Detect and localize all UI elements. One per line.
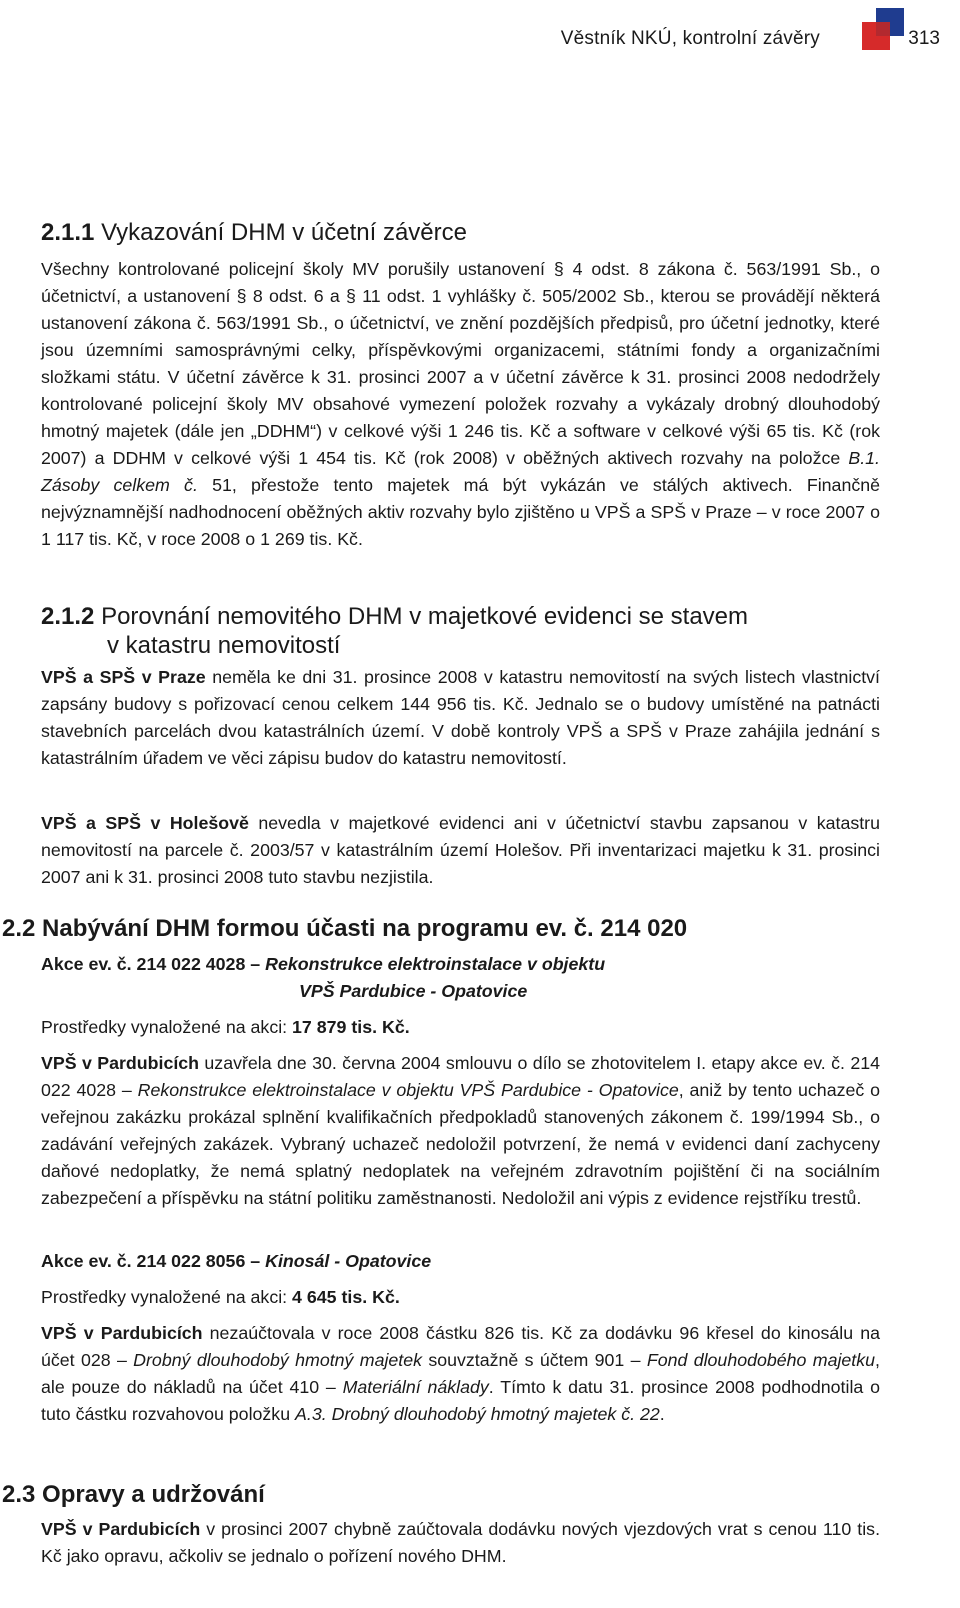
paragraph-italic: A.3. Drobný dlouhodobý hmotný majetek č. 22 — [295, 1404, 660, 1424]
akce-2-heading — [41, 1248, 880, 1275]
section-title: Vykazování DHM v účetní závěrce — [101, 219, 467, 246]
section-number: 2.3 — [2, 1481, 36, 1508]
school-name: VPŠ a SPŠ v Praze — [41, 667, 206, 687]
paragraph-text: . Tímto k datu 31. prosince 2008 podhodnotila o tuto částku rozvahovou položku — [41, 1377, 880, 1424]
paragraph-text: nezaúčtovala v roce 2008 částku 826 tis. Kč za dodávku 96 křesel do kinosálu na účet 028 – — [41, 1323, 881, 1370]
section-title-line1: Porovnání nemovitého DHM v majetkové evidenci se stavem — [101, 603, 749, 630]
akce-name: Kinosál - Opatovice — [265, 1251, 432, 1271]
akce-name-line1: Rekonstrukce elektroinstalace v objektu — [265, 954, 606, 974]
school-name: VPŠ v Pardubicích — [41, 1323, 203, 1343]
school-name: VPŠ v Pardubicích — [41, 1053, 200, 1073]
paragraph-text: souvztažně s účtem 901 – — [422, 1350, 647, 1370]
school-name: VPŠ a SPŠ v Holešově — [41, 813, 249, 833]
nku-logo-icon — [862, 8, 904, 50]
akce-name-line2: VPŠ Pardubice - Opatovice — [299, 981, 528, 1001]
funds-value: 4 645 tis. Kč. — [292, 1287, 400, 1307]
section-number: 2.1.1 — [41, 219, 95, 246]
paragraph-praha — [41, 664, 880, 772]
paragraph-vykazovani — [41, 256, 880, 553]
funds-label: Prostředky vynaložené na akci: — [41, 1017, 293, 1037]
section-title: Opravy a udržování — [42, 1481, 265, 1508]
paragraph-text: nevedla v majetkové evidenci ani v účetnictví stavbu zapsanou v katastru nemovitostí na parcele č. 2003/57 v katastrálním území Holešov. Při inventarizaci majetku k 31. prosinci 2007 ani k 31. prosinci 2008 tuto stavbu nezjistila. — [41, 813, 880, 887]
paragraph-text-end: , přestože tento majetek má být vykázán ve stálých aktivech. Finančně nejvýznamnější nadhodnocení oběžných aktiv rozvahy bylo zjištěno u VPŠ a SPŠ v Praze – v roce 2007 o 1 117 tis. Kč, v roce 2008 o 1 269 tis. Kč. — [41, 475, 881, 549]
section-number: 2.2 — [2, 915, 36, 942]
paragraph-text: Všechny kontrolované policejní školy MV porušily ustanovení § 4 odst. 8 zákona č. 563/1991 Sb., o účetnictví, a ustanovení § 8 odst. 6 a § 11 odst. 1 vyhlášky č. 505/2002 Sb., kterou se provádějí některá ustanovení zákona č. 563/1991 Sb., o účetnictví, ve znění pozdějších předpisů, pro účetní jednotky, které jsou územními samosprávnými celky, příspěvkovými organizacemi, státními fondy a organizačními složkami státu. V účetní závěrce k 31. prosinci 2007 a v účetní závěrce k 31. prosinci 2008 nedodržely kontrolované policejní školy MV obsahové vymezení položek rozvahy a vykázaly drobný dlouhodobý hmotný majetek (dále jen „DDHM“) v celkové výši 1 246 tis. Kč a software v celkové výši 65 tis. Kč (rok 2007) a DDHM v celkové výši 1 454 tis. Kč (rok 2008) v oběžných aktivech rozvahy na položce — [41, 259, 880, 468]
logo-overlap — [876, 22, 890, 36]
paragraph-ref: B.1. Zásoby celkem č. — [41, 448, 880, 495]
paragraph-akce-1 — [41, 1050, 880, 1212]
paragraph-text: uzavřela dne 30. června 2004 smlouvu o dílo se zhotovitelem I. etapy akce ev. č. 214 022 4028 – — [41, 1053, 880, 1100]
akce-number: Akce ev. č. 214 022 8056 – — [41, 1251, 266, 1271]
akce-1-funds — [41, 1014, 880, 1041]
paragraph-italic: Fond dlouhodobého majetku — [646, 1350, 876, 1370]
journal-title: Věstník NKÚ, kontrolní závěry — [560, 28, 820, 49]
school-name: VPŠ v Pardubicích — [41, 1519, 201, 1539]
paragraph-opravy — [41, 1516, 880, 1570]
akce-1-heading — [41, 951, 880, 1005]
paragraph-text: neměla ke dni 31. prosince 2008 v katastru nemovitostí na svých listech vlastnictví zapsány budovy s pořizovací cenou celkem 144 956 tis. Kč. Jednalo se o budovy umístěné na patnácti stavebních parcelách dvou katastrálních území. V době kontroly VPŠ a SPŠ v Praze zahájila jednání s katastrálním úřadem ve věci zápisu budov do katastru nemovitostí. — [41, 667, 880, 768]
paragraph-akce-2 — [41, 1320, 880, 1428]
paragraph-text-end: , aniž by tento uchazeč o veřejnou zakázku prokázal splnění kvalifikačních předpokladů stanovených zákonem č. 199/1994 Sb., o zadávání veřejných zakázek. Vybraný uchazeč nedoložil potvrzení, že nemá v evidenci daní zachyceny daňové nedoplatky, že nemá splatný nedoplatek na veřejném zdravotním pojištění či na sociálním zabezpečení a příspěvku na státní politiku zaměstnanosti. Nedoložil ani výpis z evidence rejstříku trestů. — [41, 1080, 880, 1208]
paragraph-italic: Materiální náklady — [342, 1377, 489, 1397]
paragraph-text: , ale pouze do nákladů na účet 410 – — [41, 1350, 880, 1397]
paragraph-text-end: . — [659, 1404, 665, 1424]
section-title: Nabývání DHM formou účasti na programu ev. č. 214 020 — [42, 915, 688, 942]
paragraph-italic: Rekonstrukce elektroinstalace v objektu VPŠ Pardubice - Opatovice — [137, 1080, 679, 1100]
section-heading-2-3 — [2, 1480, 265, 1510]
section-title-line2: v katastru nemovitostí — [107, 632, 341, 659]
paragraph-italic: Drobný dlouhodobý hmotný majetek — [133, 1350, 423, 1370]
akce-2-funds — [41, 1284, 880, 1311]
section-heading-2-1-1 — [41, 218, 467, 247]
section-heading-2-1-2 — [41, 602, 748, 660]
paragraph-text: v prosinci 2007 chybně zaúčtovala dodávku nových vjezdových vrat s cenou 110 tis. Kč jako opravu, ačkoliv se jednalo o pořízení nového DHM. — [41, 1519, 881, 1566]
section-heading-2-2 — [2, 914, 687, 944]
page-number: 313 — [908, 28, 940, 49]
paragraph-ref-number: 51 — [197, 475, 232, 495]
akce-number: Akce ev. č. 214 022 4028 – — [41, 954, 266, 974]
funds-label: Prostředky vynaložené na akci: — [41, 1287, 293, 1307]
funds-value: 17 879 tis. Kč. — [292, 1017, 410, 1037]
paragraph-holesov — [41, 810, 880, 891]
section-number: 2.1.2 — [41, 603, 95, 630]
